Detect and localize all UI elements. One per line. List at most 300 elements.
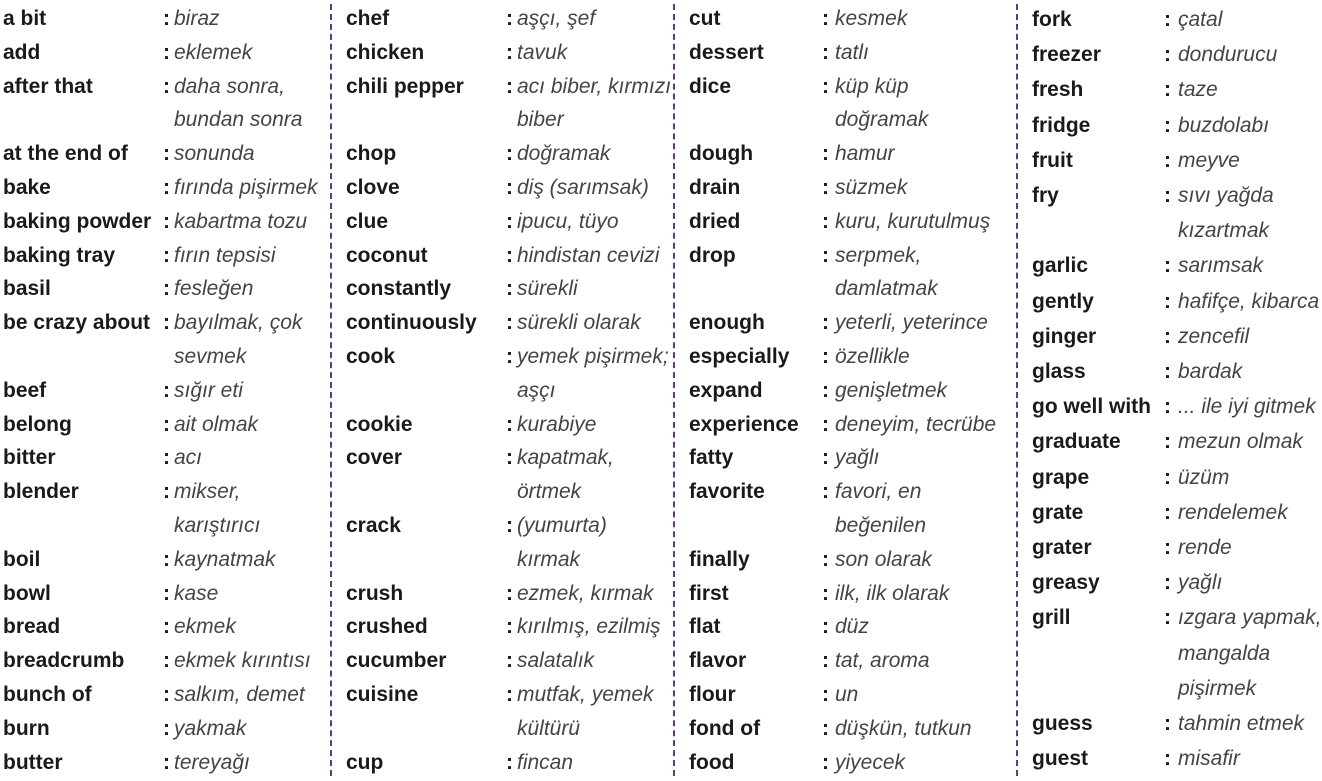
entry-meaning	[517, 205, 619, 239]
entry-meaning-line: örtmek	[517, 480, 582, 504]
entry-term: bowl	[3, 581, 51, 605]
entry-term: drain	[689, 176, 741, 199]
entry-meaning	[835, 36, 869, 70]
entry-meaning-line: özellikle	[835, 345, 910, 368]
entry-meaning-line: son olarak	[835, 547, 932, 571]
entry-colon: :	[1164, 606, 1171, 630]
entry-term: coconut	[346, 243, 428, 267]
entry-meaning-line: meyve	[1178, 148, 1240, 172]
entry-colon: :	[822, 683, 829, 706]
entry-meaning	[174, 408, 258, 442]
entry-term: cup	[346, 750, 384, 774]
entry-term: glass	[1032, 360, 1086, 383]
entry-meaning-line: bardak	[1178, 360, 1243, 383]
entry-meaning-line: daha sonra,	[174, 74, 285, 98]
entry-term: bread	[3, 615, 61, 639]
entry-meaning-line: doğramak	[517, 142, 611, 166]
entry-term: at the end of	[3, 142, 128, 166]
entry-term: grater	[1032, 536, 1092, 559]
entry-meaning-line: ızgara yapmak,	[1178, 606, 1322, 630]
entry-meaning-line: kültürü	[517, 716, 581, 740]
entry-meaning-line: ... ile iyi gitmek	[1178, 395, 1316, 419]
entry-term: belong	[3, 412, 72, 436]
entry-meaning-line: süzmek	[835, 176, 908, 199]
entry-meaning	[174, 205, 307, 239]
entry-meaning-line: fesleğen	[174, 277, 254, 301]
entry-meaning	[835, 137, 895, 171]
entry-meaning	[1178, 460, 1229, 495]
entry-colon: :	[506, 683, 513, 706]
entry-term: boil	[3, 547, 41, 571]
entry-colon: :	[822, 716, 829, 740]
entry-colon: :	[822, 547, 829, 571]
entry-colon: :	[822, 345, 829, 368]
entry-term: cucumber	[346, 649, 447, 673]
entry-colon: :	[163, 615, 170, 639]
entry-term: flavor	[689, 649, 747, 673]
entry-term: flat	[689, 615, 721, 639]
entry-colon: :	[822, 750, 829, 774]
entry-meaning	[174, 306, 302, 374]
entry-colon: :	[822, 581, 829, 605]
entry-colon: :	[822, 311, 829, 335]
entry-meaning	[517, 644, 594, 678]
entry-meaning	[174, 746, 250, 780]
entry-term: basil	[3, 277, 51, 301]
entry-meaning-line: yağlı	[835, 446, 880, 470]
entry-term: clove	[346, 176, 400, 199]
entry-colon: :	[506, 649, 513, 673]
entry-colon: :	[506, 446, 513, 470]
entry-colon: :	[506, 243, 513, 267]
entry-colon: :	[1164, 324, 1171, 348]
entry-meaning	[174, 441, 202, 475]
entry-meaning-line: küp küp	[835, 74, 909, 98]
entry-meaning	[835, 475, 926, 543]
entry-colon: :	[1164, 500, 1171, 524]
entry-meaning-line: salatalık	[517, 649, 595, 673]
entry-meaning	[1178, 741, 1240, 776]
entry-term: dessert	[689, 40, 764, 64]
entry-term: fond of	[689, 716, 761, 740]
entry-meaning-line: sonunda	[174, 142, 255, 166]
entry-colon: :	[822, 412, 829, 436]
entry-colon: :	[163, 209, 170, 233]
entry-meaning-line: tereyağı	[174, 750, 250, 774]
entry-term: experience	[689, 412, 799, 436]
entry-meaning	[835, 644, 930, 678]
entry-term: fork	[1032, 8, 1072, 31]
entry-meaning	[1178, 389, 1316, 424]
entry-colon: :	[163, 277, 170, 301]
entry-meaning-line: mangalda	[1178, 641, 1271, 665]
entry-meaning	[174, 543, 276, 577]
entry-meaning-line: zencefil	[1178, 324, 1250, 348]
entry-meaning	[835, 306, 988, 340]
entry-meaning	[835, 408, 996, 442]
entry-term: fresh	[1032, 78, 1084, 102]
entry-colon: :	[1164, 8, 1171, 31]
entry-term: clue	[346, 209, 389, 233]
entry-colon: :	[506, 7, 513, 30]
entry-meaning-line: kesmek	[835, 7, 908, 30]
entry-term: ginger	[1032, 324, 1097, 348]
entry-meaning-line: sıvı yağda	[1178, 184, 1274, 207]
entry-colon: :	[1164, 43, 1171, 67]
entry-meaning	[835, 205, 990, 239]
entry-colon: :	[1164, 430, 1171, 454]
entry-meaning-line: un	[835, 683, 859, 706]
entry-meaning	[1178, 143, 1240, 178]
entry-colon: :	[506, 277, 513, 301]
entry-term: breadcrumb	[3, 649, 125, 673]
entry-term: constantly	[346, 277, 452, 301]
entry-colon: :	[506, 311, 513, 335]
entry-meaning	[174, 2, 220, 36]
entry-colon: :	[506, 40, 513, 64]
entry-meaning	[835, 610, 869, 644]
entry-term: fridge	[1032, 113, 1091, 137]
entry-colon: :	[1164, 536, 1171, 559]
entry-meaning-line: serpmek,	[835, 243, 922, 267]
entry-colon: :	[822, 209, 829, 233]
entry-colon: :	[506, 412, 513, 436]
entry-meaning	[517, 441, 614, 509]
entry-meaning-line: karıştırıcı	[174, 513, 261, 537]
entry-colon: :	[163, 243, 170, 267]
entry-meaning	[517, 272, 578, 306]
entry-meaning	[517, 306, 641, 340]
entry-meaning	[835, 2, 907, 36]
entry-term: crushed	[346, 615, 428, 639]
entry-term: favorite	[689, 480, 765, 504]
entry-meaning	[174, 644, 311, 678]
entry-meaning-line: yağlı	[1178, 571, 1223, 595]
entry-term: cook	[346, 345, 396, 368]
entry-term: fruit	[1032, 148, 1073, 172]
entry-term: garlic	[1032, 254, 1089, 278]
entry-term: grape	[1032, 465, 1090, 489]
entry-meaning-line: düşkün, tutkun	[835, 716, 972, 740]
entry-meaning	[1178, 530, 1232, 565]
entry-meaning	[517, 70, 671, 138]
entry-meaning-line: tat, aroma	[835, 649, 930, 673]
entry-meaning	[517, 610, 661, 644]
entry-colon: :	[506, 176, 513, 199]
entry-meaning	[174, 70, 302, 138]
entry-term: enough	[689, 311, 765, 335]
entry-term: cut	[689, 7, 721, 30]
entry-term: dried	[689, 209, 741, 233]
entry-meaning-line: genişletmek	[835, 378, 948, 402]
entry-term: bake	[3, 176, 51, 199]
entry-meaning-line: kaynatmak	[174, 547, 276, 571]
entry-colon: :	[1164, 184, 1171, 207]
entry-meaning	[835, 239, 938, 307]
entry-term: drop	[689, 243, 736, 267]
entry-meaning	[1178, 178, 1274, 248]
entry-meaning-line: üzüm	[1178, 465, 1230, 489]
entry-meaning	[835, 340, 910, 374]
entry-meaning	[174, 678, 305, 712]
entry-meaning-line: rende	[1178, 536, 1232, 559]
entry-colon: :	[163, 142, 170, 166]
entry-term: after that	[3, 74, 93, 98]
entry-meaning-line: yeterli, yeterince	[835, 311, 988, 335]
entry-meaning	[1178, 248, 1263, 283]
entry-term: continuously	[346, 311, 477, 335]
entry-meaning	[1178, 495, 1288, 530]
entry-term: baking powder	[3, 209, 152, 233]
entry-colon: :	[506, 345, 513, 368]
entry-meaning-line: aşçı, şef	[517, 7, 596, 30]
entry-term: chef	[346, 7, 390, 30]
entry-meaning-line: sığır eti	[174, 378, 243, 402]
entry-meaning	[517, 137, 610, 171]
entry-meaning-line: fırında pişirmek	[174, 176, 318, 199]
entry-meaning	[835, 374, 947, 408]
entry-meaning-line: doğramak	[835, 108, 929, 132]
entry-term: cookie	[346, 412, 413, 436]
entry-term: add	[3, 40, 41, 64]
entry-meaning-line: (yumurta)	[517, 514, 607, 537]
entry-meaning-line: buzdolabı	[1178, 113, 1270, 137]
entry-meaning-line: ekmek kırıntısı	[174, 649, 311, 673]
entry-term: a bit	[3, 7, 47, 30]
entry-meaning-line: sarımsak	[1178, 254, 1264, 278]
entry-meaning-line: bundan sonra	[174, 108, 303, 132]
entry-meaning	[174, 272, 253, 306]
entry-colon: :	[1164, 113, 1171, 137]
entry-meaning-line: kırılmış, ezilmiş	[517, 615, 661, 639]
entry-meaning	[174, 577, 218, 611]
entry-colon: :	[1164, 360, 1171, 383]
entry-meaning	[517, 746, 573, 780]
entry-colon: :	[506, 581, 513, 605]
entry-term: first	[689, 581, 729, 605]
entry-term: food	[689, 750, 735, 774]
entry-meaning	[517, 678, 654, 746]
entry-colon: :	[163, 547, 170, 571]
entry-meaning-line: ilk, ilk olarak	[835, 581, 950, 605]
entry-colon: :	[506, 74, 513, 98]
entry-term: beef	[3, 378, 47, 402]
entry-meaning-line: damlatmak	[835, 277, 938, 301]
entry-meaning	[517, 340, 669, 408]
entry-meaning-line: çatal	[1178, 8, 1223, 31]
entry-term: especially	[689, 345, 790, 368]
entry-term: dough	[689, 142, 754, 166]
entry-colon: :	[163, 74, 170, 98]
column-divider	[673, 4, 675, 776]
entry-meaning	[1178, 600, 1322, 706]
entry-colon: :	[822, 74, 829, 98]
entry-meaning-line: misafir	[1178, 747, 1240, 771]
entry-colon: :	[163, 683, 170, 706]
entry-term: greasy	[1032, 571, 1100, 595]
entry-meaning-line: acı biber, kırmızı	[517, 74, 672, 98]
entry-meaning	[174, 239, 276, 273]
entry-meaning-line: favori, en	[835, 480, 922, 504]
entry-meaning	[1178, 565, 1222, 600]
entry-meaning	[1178, 37, 1277, 72]
entry-meaning	[517, 239, 659, 273]
entry-meaning	[1178, 706, 1304, 741]
entry-colon: :	[822, 615, 829, 639]
entry-meaning	[174, 36, 252, 70]
entry-meaning-line: beğenilen	[835, 513, 927, 537]
entry-term: burn	[3, 716, 50, 740]
glossary-column-4	[1032, 0, 1322, 781]
entry-meaning	[517, 408, 596, 442]
entry-colon: :	[1164, 465, 1171, 489]
entry-meaning-line: sevmek	[174, 344, 247, 368]
entry-meaning	[835, 712, 972, 746]
entry-colon: :	[822, 142, 829, 166]
entry-colon: :	[163, 649, 170, 673]
entry-meaning	[835, 171, 907, 205]
entry-meaning-line: yemek pişirmek;	[517, 345, 669, 368]
entry-meaning-line: hafifçe, kibarca	[1178, 289, 1320, 313]
entry-colon: :	[506, 750, 513, 774]
entry-meaning-line: salkım, demet	[174, 683, 305, 706]
entry-colon: :	[822, 378, 829, 402]
entry-colon: :	[163, 446, 170, 470]
entry-colon: :	[1164, 148, 1171, 172]
entry-term: chop	[346, 142, 397, 166]
entry-meaning	[835, 746, 905, 780]
entry-term: cover	[346, 446, 403, 470]
entry-meaning-line: tavuk	[517, 40, 568, 64]
entry-meaning	[1178, 354, 1242, 389]
entry-meaning-line: hindistan cevizi	[517, 243, 660, 267]
entry-meaning-line: tahmin etmek	[1178, 712, 1305, 735]
entry-meaning-line: kase	[174, 581, 219, 605]
entry-meaning	[1178, 284, 1319, 319]
entry-term: cuisine	[346, 683, 419, 706]
entry-colon: :	[1164, 712, 1171, 735]
entry-meaning-line: fırın tepsisi	[174, 243, 276, 267]
entry-term: crack	[346, 514, 401, 537]
entry-meaning	[174, 712, 246, 746]
entry-meaning	[835, 543, 932, 577]
entry-term: chili pepper	[346, 74, 464, 98]
entry-colon: :	[1164, 254, 1171, 278]
entry-term: crush	[346, 581, 404, 605]
entry-colon: :	[163, 750, 170, 774]
column-divider	[1016, 4, 1018, 776]
entry-meaning	[1178, 319, 1249, 354]
entry-term: flour	[689, 683, 736, 706]
entry-meaning-line: taze	[1178, 78, 1218, 102]
entry-term: freezer	[1032, 43, 1101, 67]
entry-colon: :	[506, 209, 513, 233]
entry-term: butter	[3, 750, 63, 774]
entry-meaning-line: biber	[517, 108, 564, 132]
entry-colon: :	[822, 40, 829, 64]
entry-meaning	[1178, 72, 1218, 107]
entry-term: graduate	[1032, 430, 1121, 454]
entry-term: fry	[1032, 184, 1059, 207]
entry-meaning-line: kuru, kurutulmuş	[835, 209, 991, 233]
entry-term: gently	[1032, 289, 1094, 313]
entry-meaning	[174, 137, 255, 171]
entry-meaning-line: yiyecek	[835, 750, 906, 774]
entry-meaning-line: ezmek, kırmak	[517, 581, 654, 605]
entry-meaning-line: fincan	[517, 750, 574, 774]
entry-meaning-line: düz	[835, 615, 869, 639]
glossary-column-1	[3, 0, 325, 781]
entry-term: baking tray	[3, 243, 116, 267]
entry-colon: :	[506, 142, 513, 166]
entry-term: chicken	[346, 40, 425, 64]
entry-meaning-line: mezun olmak	[1178, 430, 1303, 454]
entry-meaning	[174, 475, 260, 543]
entry-term: bunch of	[3, 683, 92, 706]
entry-meaning-line: ipucu, tüyo	[517, 209, 619, 233]
entry-meaning-line: kurabiye	[517, 412, 597, 436]
entry-meaning	[517, 2, 595, 36]
entry-meaning-line: kızartmak	[1178, 219, 1270, 243]
entry-colon: :	[163, 311, 170, 335]
entry-colon: :	[506, 615, 513, 639]
entry-colon: :	[163, 378, 170, 402]
entry-colon: :	[163, 40, 170, 64]
entry-colon: :	[163, 412, 170, 436]
glossary-column-2	[346, 0, 672, 781]
entry-meaning	[1178, 424, 1303, 459]
entry-colon: :	[163, 7, 170, 30]
entry-meaning-line: diş (sarımsak)	[517, 176, 649, 199]
entry-meaning-line: yakmak	[174, 716, 247, 740]
entry-colon: :	[822, 649, 829, 673]
entry-colon: :	[1164, 395, 1171, 419]
entry-term: be crazy about	[3, 311, 151, 335]
entry-meaning	[174, 171, 318, 205]
entry-meaning-line: aşçı	[517, 378, 556, 402]
entry-meaning	[1178, 108, 1269, 143]
entry-term: guest	[1032, 747, 1089, 771]
entry-meaning-line: deneyim, tecrübe	[835, 412, 997, 436]
entry-meaning-line: biraz	[174, 7, 220, 30]
entry-colon: :	[822, 243, 829, 267]
entry-term: go well with	[1032, 395, 1151, 419]
entry-meaning-line: pişirmek	[1178, 676, 1257, 700]
entry-meaning-line: kırmak	[517, 547, 580, 571]
entry-meaning	[835, 577, 949, 611]
entry-meaning-line: sürekli olarak	[517, 311, 641, 335]
entry-colon: :	[822, 7, 829, 30]
entry-meaning	[1178, 2, 1222, 37]
entry-term: expand	[689, 378, 763, 402]
entry-meaning-line: dondurucu	[1178, 43, 1278, 67]
entry-meaning-line: rendelemek	[1178, 500, 1288, 524]
entry-meaning	[174, 610, 236, 644]
entry-meaning-line: ait olmak	[174, 412, 259, 436]
entry-meaning-line: ekmek	[174, 615, 236, 639]
entry-colon: :	[1164, 571, 1171, 595]
entry-meaning-line: mikser,	[174, 480, 241, 504]
entry-term: finally	[689, 547, 750, 571]
entry-meaning-line: acı	[174, 446, 203, 470]
entry-colon: :	[822, 176, 829, 199]
entry-colon: :	[822, 446, 829, 470]
entry-meaning	[517, 36, 567, 70]
entry-colon: :	[1164, 289, 1171, 313]
entry-term: dice	[689, 74, 732, 98]
entry-meaning	[517, 577, 654, 611]
glossary-column-3	[689, 0, 1011, 781]
